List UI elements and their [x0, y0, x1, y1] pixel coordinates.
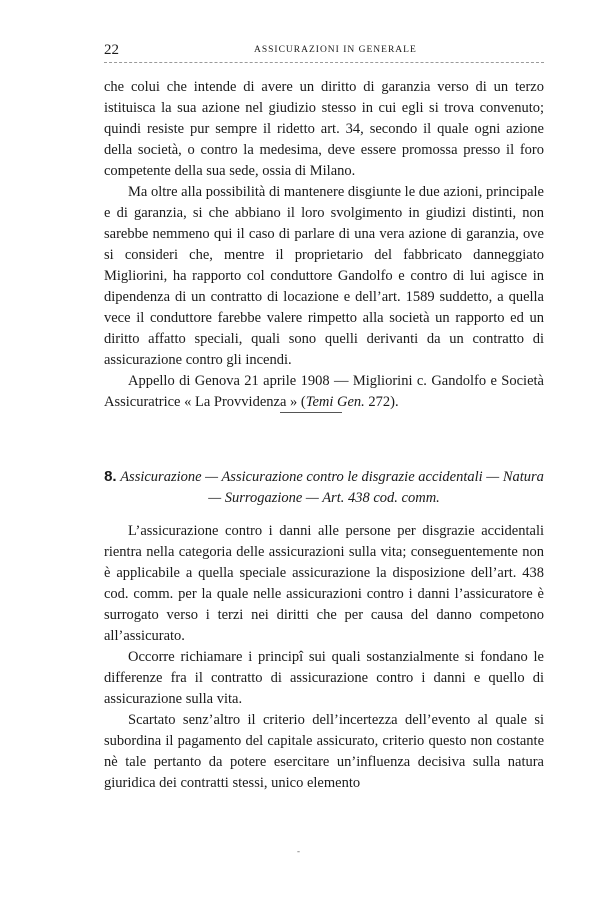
continued-paragraph: che colui che intende di avere un diritto di garanzia verso di un terzo istituisca la sua azione nel giudizio stesso in cui egli si trova convenuto; quindi resiste pur sempre il ridetto art. 34, secondo il quale ogni azione della società, o contro la medesima, deve essere promossa presso il foro competente della sua sede, ossia di Milano. — [104, 79, 544, 179]
page-number: 22 — [104, 42, 119, 58]
section-title: Assicurazione — Assicurazione contro le disgrazie accidentali — Natura — Surrogazione — Art. 438 cod. comm. — [120, 469, 544, 506]
citation-journal: Temi Gen. — [305, 394, 365, 410]
running-title: ASSICURAZIONI IN GENERALE — [254, 45, 417, 55]
section-separator — [280, 412, 342, 413]
section-heading — [104, 466, 544, 509]
header-rule — [104, 62, 544, 63]
paragraph: Ma oltre alla possibilità di mantenere disgiunte le due azioni, principale e di garanzia, si che abbiano il loro svolgimento in giudizi distinti, non sarebbe nemmeno qui il caso di parlare di una vera azione di garanzia, ove si consideri che, mentre il proprietario del fabbricato danneggiato Migliorini, ha rapporto col conduttore Gandolfo e contro di lui agisce in dipendenza di un contratto di locazione e dell’art. 1589 suddetto, a quella vece il conduttore farebbe valere rimpetto alla società un rapporto ed un diritto affatto speciali, quali sono quelli derivanti da un contratto di assicurazione contro gli incendi. — [104, 184, 544, 368]
headnote-paragraph: L’assicurazione contro i danni alle persone per disgrazie accidentali rientra nella categoria delle assicurazioni sulla vita; conseguentemente non è applicabile a quella speciale assicurazione la disposizione dell’art. 438 cod. comm. per la quale nelle assicurazioni contro i danni l’assicuratore è surrogato verso i terzi nei diritti che per causa del danno competono all’assicurato. — [104, 523, 544, 644]
headnote — [104, 521, 544, 647]
paragraph: Scartato senz’altro il criterio dell’incertezza dell’evento al quale si subordina il pagamento del capitale assicurato, criterio questo non costante nè tale pertanto da potere esercitare un’influenza decisiva sulla natura giuridica dei contratti stessi, unico elemento — [104, 712, 544, 791]
citation-end: 272). — [364, 394, 399, 410]
citation-text: Appello di Genova 21 aprile 1908 — Migliorini c. Gandolfo e Società Assicuratrice « La Provvidenza » ( — [104, 373, 544, 410]
running-head — [104, 42, 544, 58]
previous-case-text — [104, 77, 544, 413]
bottom-mark: - — [297, 846, 300, 856]
section-number: 8. — [104, 468, 117, 485]
case-citation — [104, 371, 544, 413]
paragraph: Occorre richiamare i principî sui quali sostanzialmente si fondano le differenze fra il contratto di assicurazione contro i danni e quello di assicurazione sulla vita. — [104, 649, 544, 707]
decision-text — [104, 647, 544, 794]
